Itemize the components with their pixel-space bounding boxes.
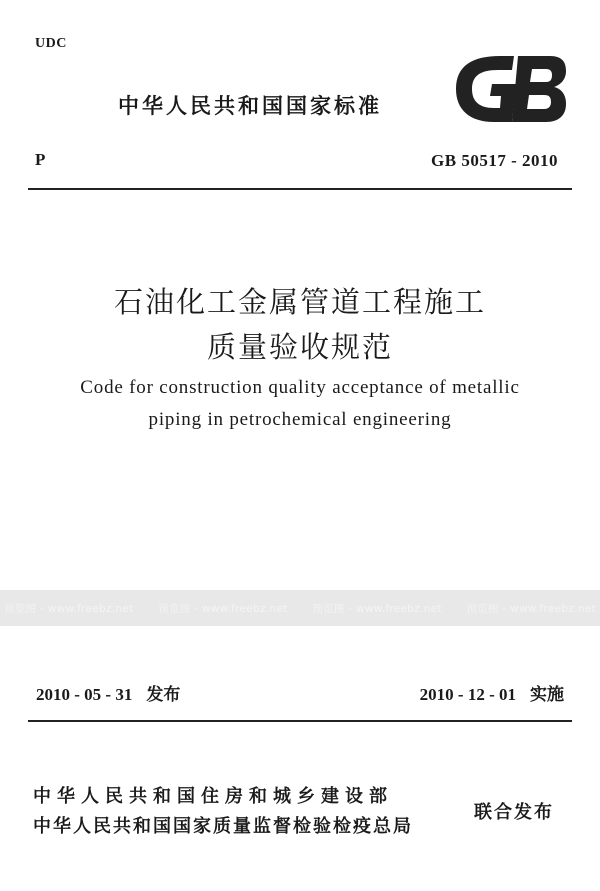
joint-issue-label: 联合发布: [474, 802, 554, 823]
title-cn-line2: 质量验收规范: [206, 330, 393, 364]
gb-logo-text: GB: [452, 54, 454, 55]
implement-label: 实施: [530, 685, 564, 705]
issue-date: 2010 - 05 - 31: [36, 685, 133, 704]
issue-date-block: [36, 680, 180, 705]
watermark-text: 预览图 - www.freebz.net: [312, 602, 442, 615]
implement-date-block: [420, 680, 564, 705]
classification-code: P: [35, 150, 46, 169]
standard-number: GB 50517 - 2010: [431, 151, 558, 170]
udc-label: UDC: [35, 36, 67, 51]
watermark-text: 预览图 - www.freebz.net: [466, 602, 596, 615]
watermark-band: [0, 590, 600, 626]
title-en-line1: Code for construction quality acceptance of metallic: [80, 377, 520, 398]
publisher-line2: 中华人民共和国国家质量监督检验检疫总局: [33, 816, 413, 837]
national-standard-heading: 中华人民共和国国家标准: [118, 94, 382, 118]
footer-divider: [28, 720, 572, 722]
title-cn-line1: 石油化工金属管道工程施工: [113, 285, 486, 319]
title-en-line2: piping in petrochemical engineering: [148, 409, 452, 430]
publisher-line1: 中华人民共和国住房和城乡建设部: [33, 786, 393, 807]
header-divider: [28, 188, 572, 190]
implement-date: 2010 - 12 - 01: [419, 685, 516, 704]
watermark-text: 预览图 - www.freebz.net: [4, 602, 134, 615]
issue-label: 发布: [146, 685, 181, 705]
gb-logo: [452, 54, 568, 124]
watermark-text: 预览图 - www.freebz.net: [158, 602, 288, 615]
